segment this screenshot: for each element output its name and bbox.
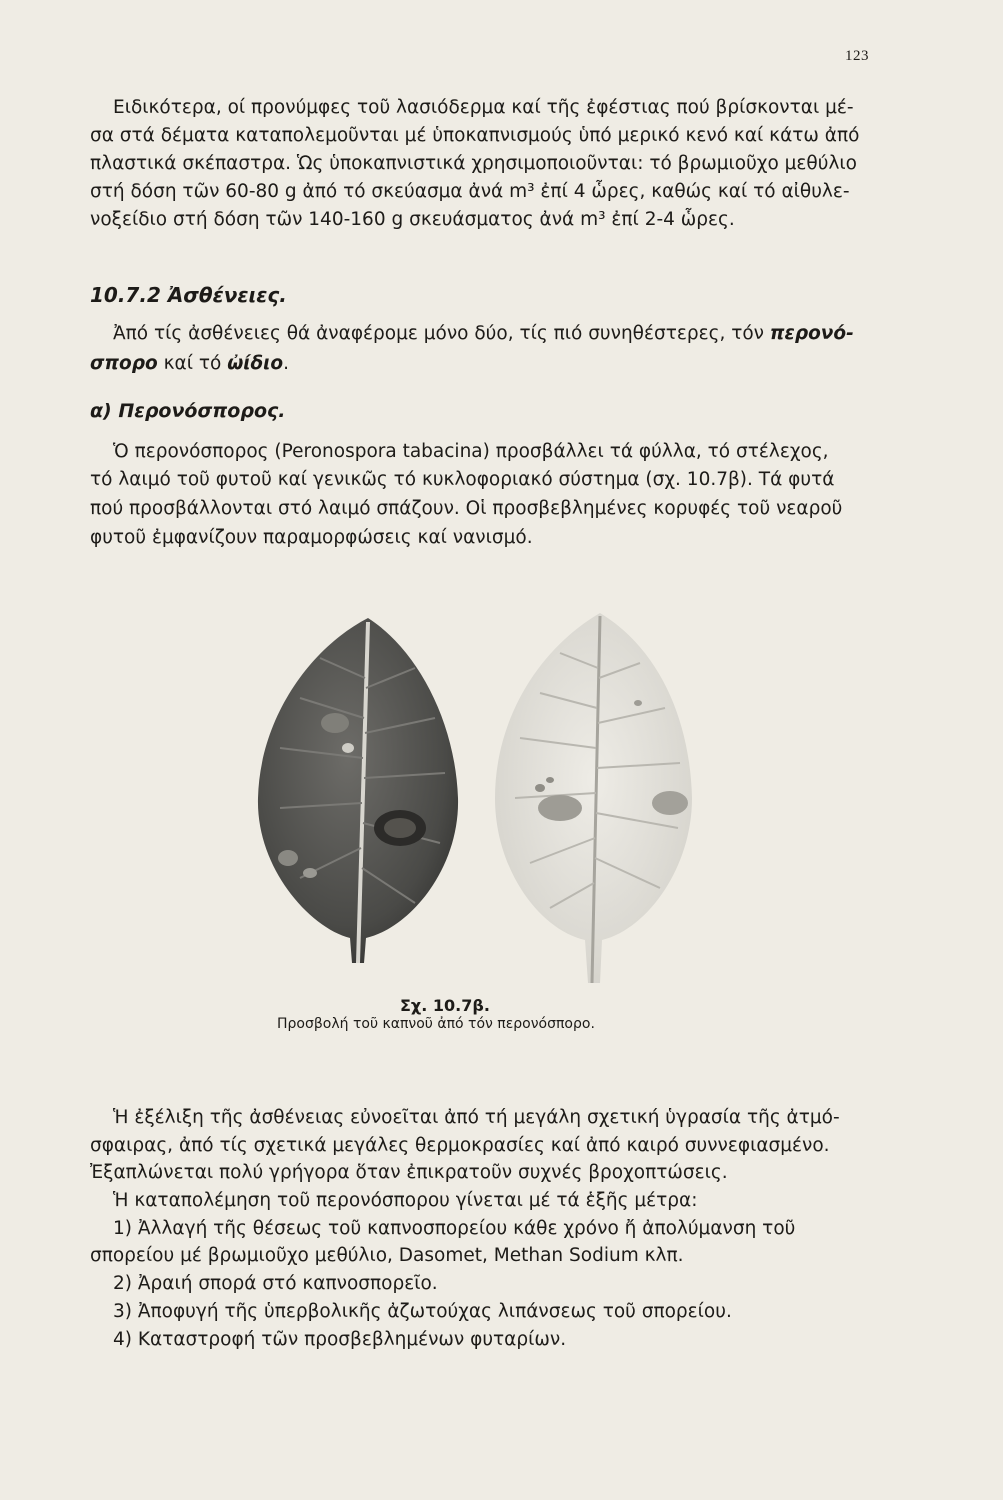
section-heading: 10.7.2 Ἀσθένειες. — [90, 283, 287, 307]
infected-leaf-underside — [495, 613, 692, 983]
text-line: σφαιρας, ἀπό τίς σχετικά μεγάλες θερμοκρασίες καί ἀπό καιρό συννεφιασμένο. — [90, 1135, 830, 1156]
text-line: νοξείδιο στή δόση τῶν 140-160 g σκευάσματος ἀνά m³ ἐπί 2-4 ὧρες. — [90, 209, 735, 230]
leaf-illustration — [240, 608, 720, 988]
term-peronosporos: περονό- — [769, 323, 854, 344]
text-line: στή δόση τῶν 60-80 g ἀπό τό σκεύασμα ἀνά m³ ἐπί 4 ὧρες, καθώς καί τό αἰθυλε- — [90, 181, 850, 202]
intro-text: καί τό — [157, 353, 228, 374]
text-line: πού προσβάλλονται στό λαιμό σπάζουν. Οἱ προσβεβλημένες κορυφές τοῦ νεαροῦ — [90, 498, 843, 519]
text-line: Ἡ ἐξέλιξη τῆς ἀσθένειας εὐνοεῖται ἀπό τή μεγάλη σχετική ὑγρασία τῆς ἀτμό- — [113, 1107, 840, 1128]
intro-text: Ἀπό τίς ἀσθένειες θά ἀναφέρομε μόνο δύο, τίς πιό συνηθέστερες, τόν — [113, 323, 770, 344]
figure-label: Σχ. 10.7β. — [400, 996, 490, 1015]
page-number: 123 — [845, 48, 869, 64]
text-line: πλαστικά σκέπαστρα. Ὡς ὑποκαπνιστικά χρησιμοποιοῦνται: τό βρωμιοῦχο μεθύλιο — [90, 153, 857, 174]
list-item: σπορείου μέ βρωμιοῦχο μεθύλιο, Dasomet, Methan Sodium κλπ. — [90, 1245, 684, 1266]
term-peronosporos-cont: σπορο — [90, 353, 158, 374]
text-line: Ειδικότερα, οί προνύμφες τοῦ λασιόδερμα καί τῆς ἐφέστιας πού βρίσκονται μέ- — [113, 97, 854, 118]
text-line: Ἐξαπλώνεται πολύ γρήγορα ὅταν ἐπικρατοῦν συχνές βροχοπτώσεις. — [90, 1162, 728, 1183]
text-line — [113, 322, 854, 346]
text-line: Ὁ περονόσπορος (Peronospora tabacina) προσβάλλει τά φύλλα, τό στέλεχος, — [113, 441, 829, 462]
list-item: 2) Ἀραιή σπορά στό καπνοσπορεῖο. — [113, 1273, 438, 1294]
subheading: α) Περονόσπορος. — [90, 400, 286, 422]
text-line: Ἡ καταπολέμηση τοῦ περονόσπορου γίνεται μέ τά ἑξῆς μέτρα: — [113, 1190, 698, 1211]
text-line — [90, 352, 289, 376]
list-item: 3) Ἀποφυγή τῆς ὑπερβολικῆς ἀζωτούχας λιπάνσεως τοῦ σπορείου. — [113, 1301, 732, 1322]
text-line: τό λαιμό τοῦ φυτοῦ καί γενικῶς τό κυκλοφοριακό σύστημα (σχ. 10.7β). Τά φυτά — [90, 469, 835, 490]
text-line: σα στά δέματα καταπολεμοῦνται μέ ὑποκαπνισμούς ὑπό μερικό κενό καί κάτω ἀπό — [90, 125, 860, 146]
list-item: 1) Ἀλλαγή τῆς θέσεως τοῦ καπνοσπορείου κάθε χρόνο ἤ ἀπολύμανση τοῦ — [113, 1218, 796, 1239]
intro-text: . — [283, 353, 289, 374]
infected-leaf-top — [258, 618, 458, 963]
figure-caption: Προσβολή τοῦ καπνοῦ ἀπό τόν περονόσπορο. — [277, 1016, 595, 1032]
list-item: 4) Καταστροφή τῶν προσβεβλημένων φυταρίων. — [113, 1329, 567, 1350]
text-line: φυτοῦ ἐμφανίζουν παραμορφώσεις καί νανισμό. — [90, 527, 533, 548]
figure-leaves — [240, 608, 720, 988]
term-oidio: ὠίδιο — [227, 353, 284, 374]
